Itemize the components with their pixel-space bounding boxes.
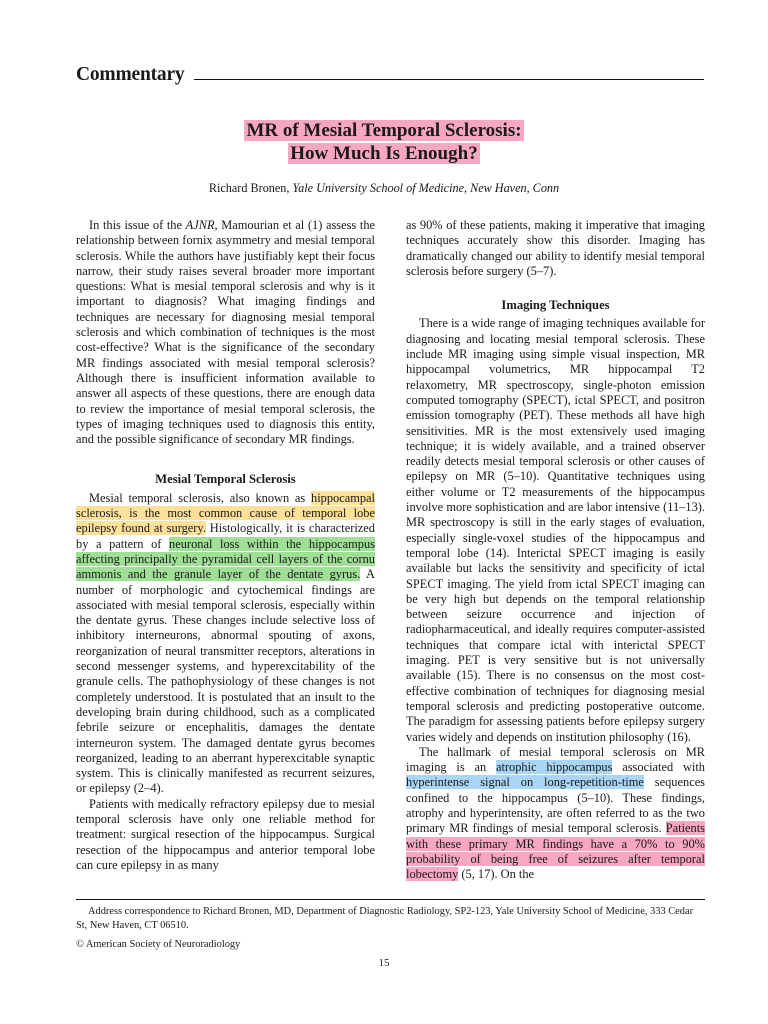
highlight-yellow: hippocampal sclerosis, is the most common cause of temporal lobe epilepsy found at surgery. [76, 490, 375, 536]
right-column [406, 218, 705, 882]
author-name: Richard Bronen, [208, 181, 290, 195]
heading-mesial-temporal-sclerosis: Mesial Temporal Sclerosis [155, 472, 296, 487]
highlight-green: neuronal loss within the hippocampus affecting principally the pyramidal cell layers of the cornu ammonis and the granule layer of the dentate gyrus. [76, 536, 375, 582]
header-rule [194, 79, 704, 80]
title-line-2: How Much Is Enough? [290, 143, 478, 164]
article-title [0, 119, 768, 165]
heading-imaging-techniques: Imaging Techniques [501, 298, 610, 313]
page-number: 15 [378, 957, 390, 969]
journal-name: AJNR [185, 218, 215, 232]
title-line-1: MR of Mesial Temporal Sclerosis: [246, 120, 522, 141]
highlight-pink: Patients with these primary MR findings have a 70% to 90% probability of being free of seizures after temporal lobectomy [406, 821, 705, 882]
mts-paragraph: Mesial temporal sclerosis, also known as hippocampal sclerosis, is the most common cause of temporal lobe epilepsy found at surgery. Histologically, it is characterized by a pattern of neuronal loss within the hippocampus affecting principally the pyramidal cell layers of the cornu ammonis and the granule layer of the dentate gyrus. A number of morphologic and cytochemical findings are associated with mesial temporal sclerosis, especially within the dentate gyrus. These changes include selective loss of inhibitory interneurons, abnormal spouting of axons, reorganization of neural transmitter receptors, alterations in second messenger systems, and hyperexcitability of the granule cells. The pathophysiology of these changes is not completely understood. It is postulated that an insult to the developing brain during childhood, such as a complicated febrile seizure or encephalitis, damages the dentate interneuron system. The damaged dentate gyrus becomes reorganized, leading to an aberrant hyperexcitable synaptic system. This is clinically manifested as recurrent seizures, or epilepsy (2–4). [76, 490, 375, 796]
highlight-blue-1: atrophic hippocampus [495, 760, 613, 775]
continuation-paragraph: as 90% of these patients, making it imperative that imaging techniques accurately show this disorder. Imaging has dramatically changed our ability to identify mesial temporal sclerosis before surgery (5–7). [406, 218, 705, 278]
hallmark-paragraph: The hallmark of mesial temporal sclerosis on MR imaging is an atrophic hippocampus associated with hyperintense signal on long-repetition-time sequences confined to the hippocampus (5–10). These findings, atrophy and hyperintensity, are often referred to as the two primary MR findings of mesial temporal sclerosis. Patients with these primary MR findings have a 70% to 90% probability of being free of seizures after temporal lobectomy (5, 17). On the [406, 744, 706, 882]
patients-paragraph: Patients with medically refractory epilepsy due to mesial temporal sclerosis have only one reliable method for treatment: surgical resection of the hippocampus. Surgical resection of the hippocampus and anterior temporal lobe can cure epilepsy in as many [76, 796, 375, 872]
highlight-blue-2: hyperintense signal on long-repetition-time [406, 775, 644, 790]
intro-paragraph: In this issue of the AJNR, Mamourian et al (1) assess the relationship between fornix asymmetry and mesial temporal sclerosis. While the authors have justifiably kept their focus narrow, their study raises several broader more important questions: What is mesial temporal sclerosis and why is it important to diagnosis? What imaging findings and techniques are necessary for diagnosing mesial temporal sclerosis and which combination of techniques is the most cost-effective? What is the significance of the secondary MR findings associated with mesial temporal sclerosis? Although there is insufficient information available to answer all aspects of these questions, there are enough data to review the importance of mesial temporal sclerosis, the types of imaging techniques used to diagnosis this entity, and the possible significance of secondary MR findings. [76, 218, 376, 447]
left-column [76, 218, 375, 873]
author-affiliation: Yale University School of Medicine, New Haven, Conn [292, 181, 560, 195]
section-label: Commentary [76, 64, 185, 85]
byline [0, 181, 768, 196]
correspondence-footnote: Address correspondence to Richard Bronen, MD, Department of Diagnostic Radiology, SP2-123, Yale University School of Medicine, 333 Cedar St, New Haven, CT 06510. [76, 906, 694, 931]
footnote-rule [76, 899, 705, 900]
copyright-notice: © American Society of Neuroradiology [76, 939, 241, 950]
techniques-paragraph: There is a wide range of imaging techniques available for diagnosing and locating mesial temporal sclerosis. These include MR imaging using simple visual inspection, MR hippocampal volumetrics, MR hippocampal T2 relaxometry, MR spectroscopy, single-photon emission computed tomography (SPECT), ictal SPECT, and positron emission tomography (PET). These methods all have high sensitivities. MR is the most extensively used imaging technique; it is widely available, and a trained observer readily detects mesial temporal sclerosis or other causes of epilepsy on MR (5–10). Quantitative techniques using either volume or T2 measurements of the hippocampus involve more sophistication and are labor intensive (11–13). MR spectroscopy is still in the early stages of evaluation, especially single-voxel studies of the hippocampus and temporal lobe (14). Interictal SPECT imaging is easily available but lacks the sensitivity and specificity of ictal SPECT imaging. The yield from ictal SPECT imaging can be very high but depends on the temporal relationship between seizure occurrence and injection of radiopharmaceutical, and ideally requires computer-assisted techniques that compare ictal with interictal SPECT imaging. PET is very sensitive but is not universally available (15). There is no consensus on the most cost-effective combination of techniques for diagnosing mesial temporal sclerosis and predicting postoperative outcome. The paradigm for assessing patients before epilepsy surgery varies widely and depends on institution philosophy (16). [406, 316, 705, 744]
section-header [76, 64, 704, 88]
